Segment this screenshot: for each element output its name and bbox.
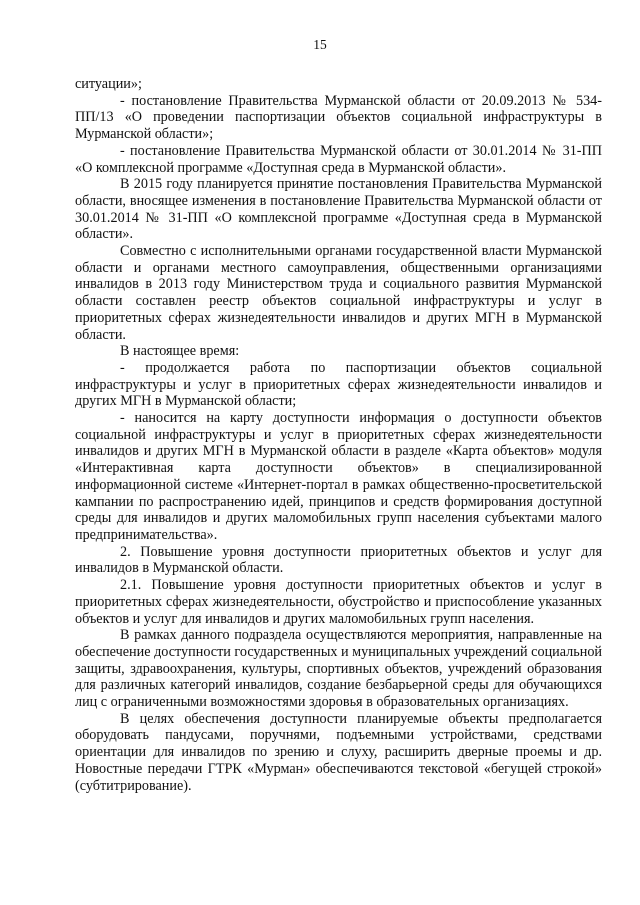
paragraph-accessibility-map: - наносится на карту доступности информация о доступности объектов социальной инфраструктуры и услуг в приоритетных сферах жизнедеятельности инвалидов и других МГН в Мурманской области в разделе «Карта объектов» модуля «Интерактивная карта доступности объектов» в специализированной информационной системе «Интернет-портал в рамках общественно-просветительской кампании по распространению идей, принципов и средств формирования доступной среды для инвалидов и других маломобильных групп населения субъектами малого предпринимательства». [75,410,602,543]
page-number: 15 [313,37,327,52]
paragraph-currently: В настоящее время: [120,343,240,360]
paragraph-equipment: В целях обеспечения доступности планируемые объекты предполагается оборудовать пандусами, поручнями, подъемными устройствами, средствами ориентации для инвалидов по зрению и слуху, расширить дверные проемы и др. Новостные передачи ГТРК «Мурман» обеспечиваются текстовой «бегущей строкой» (субтитрирование). [75,710,602,794]
section-heading-2: 2. Повышение уровня доступности приоритетных объектов и услуг для инвалидов в Мурманской области. [75,543,602,577]
paragraph-registry: Совместно с исполнительными органами государственной власти Мурманской области и органами местного самоуправления, общественными организациями инвалидов в 2013 году Министерством труда и социального развития Мурманской области составлен реестр объектов социальной инфраструктуры и услуг в приоритетных сферах жизнедеятельности инвалидов и других МГН в Мурманской области. [75,243,602,343]
paragraph-continuation: ситуации»; [75,76,142,92]
paragraph-decree-2013: - постановление Правительства Мурманской области от 20.09.2013 № 534-ПП/13 «О проведении паспортизации объектов социальной инфраструктуры в Мурманской области»; [75,92,602,143]
section-heading-2-1: 2.1. Повышение уровня доступности приоритетных объектов и услуг в приоритетных сферах жизнедеятельности, обустройство и приспособление указанных объектов и услуг для инвалидов и других маломобильных групп населения. [75,577,602,627]
paragraph-measures: В рамках данного подраздела осуществляются мероприятия, направленные на обеспечение доступности государственных и муниципальных учреждений социальной защиты, здравоохранения, культуры, спортивных объектов, учреждений образования для различных категорий инвалидов, создание безбарьерной среды для обучающихся лиц с ограниченными возможностями здоровья в образовательных организациях. [75,627,603,711]
paragraph-2015-plan: В 2015 году планируется принятие постановления Правительства Мурманской области, вносящее изменения в постановление Правительства Мурманской области от 30.01.2014 № 31-ПП «О комплексной программе «Доступная среда в Мурманской области». [75,176,602,243]
paragraph-decree-2014: - постановление Правительства Мурманской области от 30.01.2014 № 31-ПП «О комплексной программе «Доступная среда в Мурманской области». [75,142,602,176]
document-body [75,76,602,794]
paragraph-passportization: - продолжается работа по паспортизации объектов социальной инфраструктуры и услуг в приоритетных сферах жизнедеятельности инвалидов и других МГН в Мурманской области; [75,359,602,410]
